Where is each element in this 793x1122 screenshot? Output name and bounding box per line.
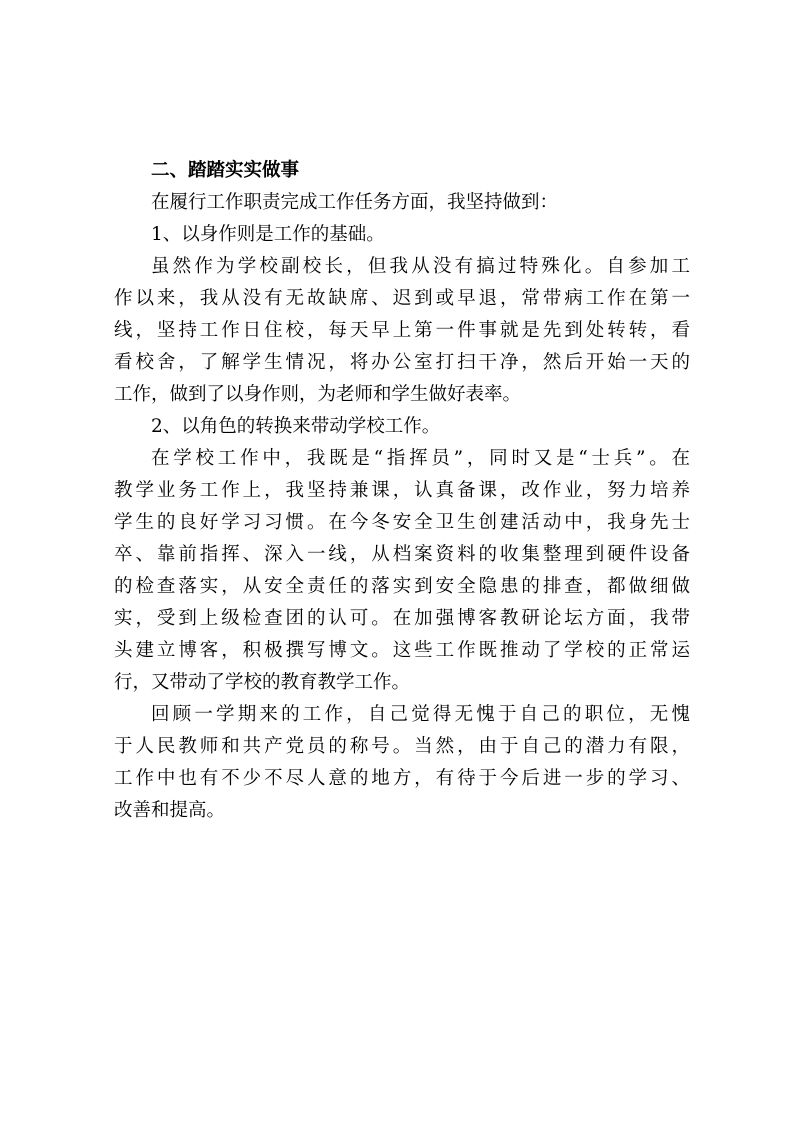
paragraph-line: 于人民教师和共产党员的称号。当然，由于自己的潜力有限， — [114, 736, 690, 757]
paragraph-line: 头建立博客，积极撰写博文。这些工作既推动了学校的正常运 — [114, 640, 690, 661]
paragraph-line: 的检查落实，从安全责任的落实到安全隐患的排查，都做细做 — [114, 576, 690, 597]
paragraph-line: 实，受到上级检查团的认可。在加强博客教研论坛方面，我带 — [114, 608, 690, 629]
item1-title: 1、以身作则是工作的基础。 — [151, 224, 385, 245]
paragraph-line: 工作，做到了以身作则，为老师和学生做好表率。 — [114, 384, 522, 405]
paragraph-line: 改善和提高。 — [114, 800, 226, 821]
intro-line: 在履行工作职责完成工作任务方面，我坚持做到： — [151, 192, 559, 213]
paragraph-line: 看校舍，了解学生情况，将办公室打扫干净，然后开始一天的 — [114, 352, 690, 373]
section-heading: 二、踏踏实实做事 — [151, 160, 300, 181]
item2-title: 2、以角色的转换来带动学校工作。 — [151, 416, 441, 437]
paragraph-2 — [114, 443, 690, 699]
paragraph-line: 行，又带动了学校的教育教学工作。 — [114, 672, 411, 693]
paragraph-line: 学生的良好学习习惯。在今冬安全卫生创建活动中，我身先士 — [114, 512, 690, 533]
paragraph-1 — [114, 251, 690, 411]
paragraph-line: 教学业务工作上，我坚持兼课，认真备课，改作业，努力培养 — [114, 480, 690, 501]
paragraph-line: 虽然作为学校副校长，但我从没有搞过特殊化。自参加工 — [151, 256, 690, 277]
paragraph-line: 工作中也有不少不尽人意的地方，有待于今后进一步的学习、 — [114, 768, 690, 789]
document-page — [114, 155, 690, 827]
paragraph-3 — [114, 699, 690, 827]
paragraph-line: 在学校工作中，我既是“指挥员”，同时又是“士兵”。在 — [151, 448, 690, 469]
paragraph-line: 线，坚持工作日住校，每天早上第一件事就是先到处转转，看 — [114, 320, 690, 341]
paragraph-line: 作以来，我从没有无故缺席、迟到或早退，常带病工作在第一 — [114, 288, 690, 309]
paragraph-line: 回顾一学期来的工作，自己觉得无愧于自己的职位，无愧 — [151, 704, 690, 725]
paragraph-line: 卒、靠前指挥、深入一线，从档案资料的收集整理到硬件设备 — [114, 544, 690, 565]
